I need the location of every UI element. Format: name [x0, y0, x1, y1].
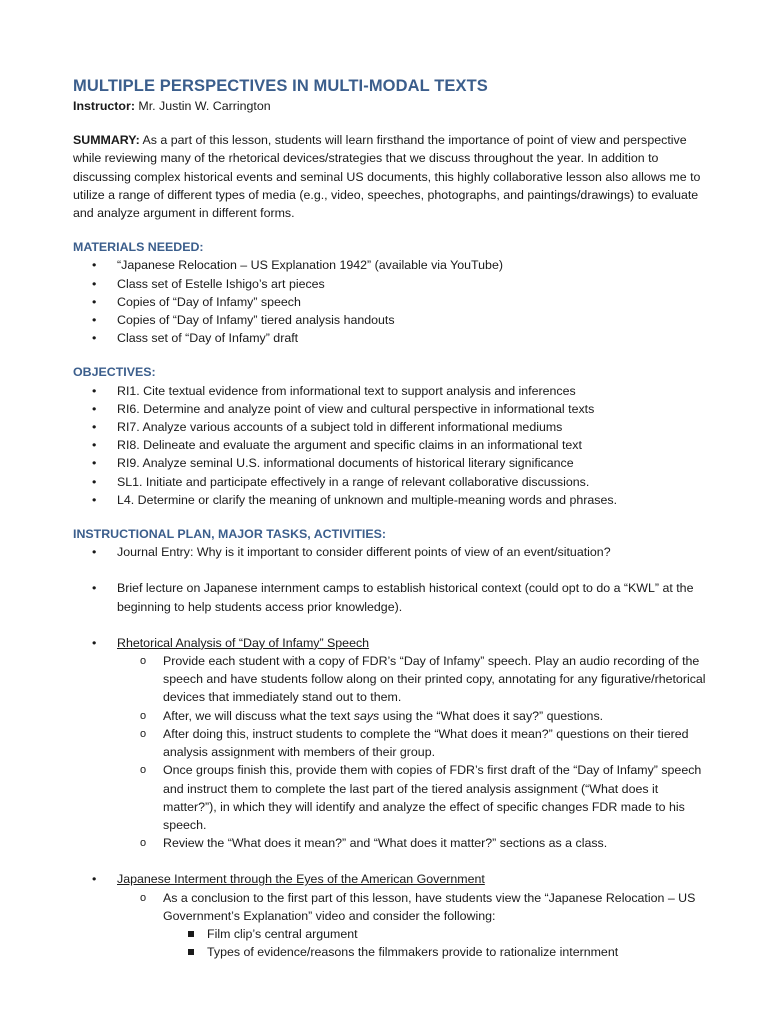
internment-points: [163, 925, 708, 961]
list-item: Film clip’s central argument: [73, 925, 708, 943]
list-item: o After doing this, instruct students to complete the “What does it mean?” questions on their tiered analysis assignment with members of their group.: [73, 725, 708, 761]
list-item: [73, 707, 708, 725]
list-item: • RI9. Analyze seminal U.S. informational documents of historical literary significance: [73, 454, 708, 472]
instructor-name: Mr. Justin W. Carrington: [134, 99, 271, 113]
list-item: • Copies of “Day of Infamy” tiered analysis handouts: [73, 311, 708, 329]
instructor-label: Instructor:: [73, 99, 135, 113]
step-text: As a conclusion to the first part of this lesson, have students view the “Japanese Relocation – US Government’s Explanation” video and consider the following:: [163, 890, 696, 923]
materials-heading: MATERIALS NEEDED:: [73, 240, 204, 255]
list-item: o Provide each student with a copy of FDR’s “Day of Infamy” speech. Play an audio recording of the speech and have students follow along on their printed copy, annotating for any figurative/rhetorical devices that immediately stand out to them.: [73, 652, 708, 707]
summary-text: As a part of this lesson, students will learn firsthand the importance of point of view and perspective while reviewing many of the rhetorical devices/strategies that we discuss throughout the year. In addition to discussing complex historical events and seminal US documents, this highly collaborative lesson also allows me to utilize a range of different types of media (e.g., video, speeches, photographs, and paintings/drawings) to evaluate and analyze argument in different forms.: [73, 133, 701, 221]
list-item: • RI8. Delineate and evaluate the argument and specific claims in an informational text: [73, 436, 708, 454]
journal-entry-item: • Journal Entry: Why is it important to consider different points of view of an event/situation?: [73, 543, 708, 561]
page-title: MULTIPLE PERSPECTIVES IN MULTI-MODAL TEXTS: [73, 77, 488, 95]
list-item: • Copies of “Day of Infamy” speech: [73, 293, 708, 311]
internment-item: [73, 870, 708, 961]
instructor-line: [73, 97, 708, 115]
step-italic: says: [353, 708, 380, 723]
summary-label: SUMMARY:: [73, 133, 140, 148]
list-item: • Class set of “Day of Infamy” draft: [73, 329, 708, 347]
summary-paragraph: [73, 131, 708, 222]
list-item: o Once groups finish this, provide them with copies of FDR’s first draft of the “Day of Infamy” speech and instruct them to complete the last part of the tiered analysis assignment (“What does it matter?”), in which they will identify and analyze the effect of specific changes FDR made to his speech.: [73, 761, 708, 834]
step-text-tail: using the “What does it say?” questions.: [379, 708, 604, 723]
list-item: [73, 889, 708, 962]
step-text: After, we will discuss what the text: [163, 708, 354, 723]
rhetorical-steps: [117, 652, 708, 852]
plan-heading: INSTRUCTIONAL PLAN, MAJOR TASKS, ACTIVITIES:: [73, 527, 386, 542]
list-item: o Review the “What does it mean?” and “What does it matter?” sections as a class.: [73, 834, 708, 852]
internment-title: Japanese Interment through the Eyes of the American Government: [117, 872, 485, 887]
list-item: • Class set of Estelle Ishigo’s art pieces: [73, 275, 708, 293]
rhetorical-analysis-title: Rhetorical Analysis of “Day of Infamy” Speech: [117, 635, 370, 650]
list-item: • RI7. Analyze various accounts of a subject told in different informational mediums: [73, 418, 708, 436]
lecture-item: • Brief lecture on Japanese internment camps to establish historical context (could opt to do a “KWL” at the beginning to help students access prior knowledge).: [73, 579, 708, 615]
list-item: • RI6. Determine and analyze point of view and cultural perspective in informational texts: [73, 400, 708, 418]
list-item: Types of evidence/reasons the filmmakers provide to rationalize internment: [73, 943, 708, 961]
internment-steps: [117, 889, 708, 962]
objectives-heading: OBJECTIVES:: [73, 365, 156, 380]
list-item: • RI1. Cite textual evidence from informational text to support analysis and inferences: [73, 382, 708, 400]
list-item: • “Japanese Relocation – US Explanation 1942” (available via YouTube): [73, 256, 708, 274]
objectives-list: [73, 382, 708, 509]
rhetorical-analysis-item: [73, 634, 708, 852]
materials-list: [73, 256, 708, 347]
list-item: • SL1. Initiate and participate effectively in a range of relevant collaborative discussions.: [73, 473, 708, 491]
list-item: • L4. Determine or clarify the meaning of unknown and multiple-meaning words and phrases.: [73, 491, 708, 509]
plan-list: [73, 543, 708, 961]
